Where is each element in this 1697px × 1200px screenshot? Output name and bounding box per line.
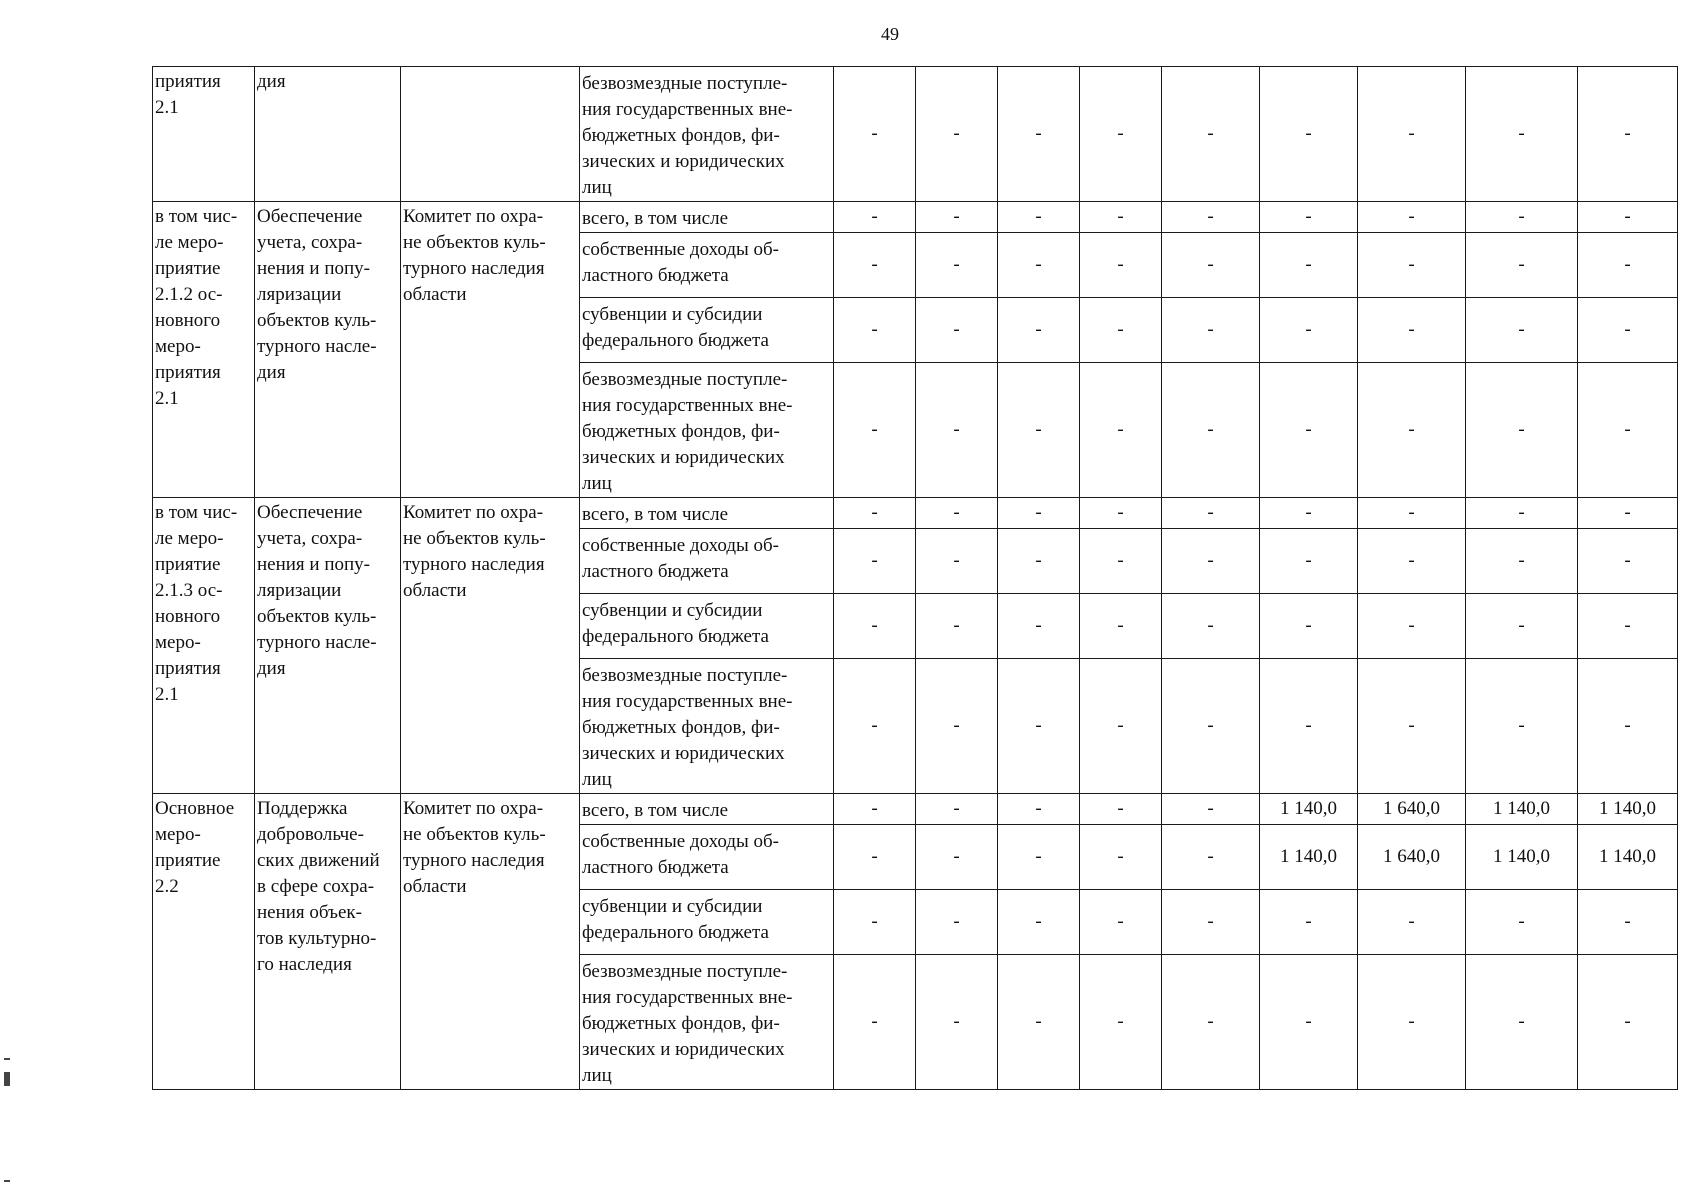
- amount-cell: 1 140,0: [1260, 825, 1358, 890]
- measure-name-text: дия: [257, 71, 286, 92]
- executor-cell: [401, 67, 580, 202]
- funding-source-cell: [580, 890, 834, 955]
- amount-cell: -: [834, 825, 916, 890]
- amount-cell: -: [1162, 202, 1260, 233]
- amount-cell: -: [1578, 890, 1678, 955]
- amount-cell: 1 140,0: [1260, 794, 1358, 825]
- funding-source-cell: [580, 233, 834, 298]
- funding-source-text: безвозмездные поступле- ния государственных вне- бюджетных фондов, фи- зических и юридических лиц: [582, 73, 793, 198]
- amount-cell: -: [834, 594, 916, 659]
- amount-cell: -: [1466, 529, 1578, 594]
- funding-source-text: безвозмездные поступле- ния государственных вне- бюджетных фондов, фи- зических и юридических лиц: [582, 369, 793, 494]
- amount-cell: -: [1358, 659, 1466, 794]
- measure-name-cell: [255, 498, 401, 794]
- funding-source-text: всего, в том числе: [582, 208, 729, 229]
- measure-name-cell: [255, 67, 401, 202]
- margin-mark: [4, 1180, 10, 1182]
- funding-source-cell: [580, 794, 834, 825]
- amount-cell: -: [1162, 955, 1260, 1090]
- amount-cell: -: [1358, 363, 1466, 498]
- amount-cell: -: [1080, 825, 1162, 890]
- amount-cell: -: [1466, 298, 1578, 363]
- amount-cell: -: [1080, 498, 1162, 529]
- amount-cell: -: [1080, 67, 1162, 202]
- table-row: [153, 67, 1678, 202]
- amount-cell: -: [1162, 529, 1260, 594]
- funding-source-text: субвенции и субсидии федерального бюджета: [582, 304, 769, 351]
- amount-cell: -: [1260, 529, 1358, 594]
- amount-cell: -: [916, 594, 998, 659]
- funding-source-text: всего, в том числе: [582, 504, 729, 525]
- measure-id-text: в том чис- ле меро- приятие 2.1.3 ос- новного меро- приятия 2.1: [155, 502, 238, 705]
- funding-source-text: собственные доходы об- ластного бюджета: [582, 239, 780, 286]
- amount-cell: -: [1260, 659, 1358, 794]
- amount-cell: -: [1162, 659, 1260, 794]
- amount-cell: -: [1080, 890, 1162, 955]
- amount-cell: 1 140,0: [1578, 825, 1678, 890]
- amount-cell: -: [1578, 202, 1678, 233]
- amount-cell: -: [1358, 594, 1466, 659]
- measure-id-cell: [153, 794, 255, 1090]
- amount-cell: -: [1080, 955, 1162, 1090]
- amount-cell: -: [834, 298, 916, 363]
- amount-cell: -: [1162, 363, 1260, 498]
- measure-id-cell: [153, 67, 255, 202]
- funding-source-cell: [580, 529, 834, 594]
- executor-text: Комитет по охра- не объектов куль- турного наследия области: [403, 502, 546, 601]
- amount-cell: -: [1162, 67, 1260, 202]
- amount-cell: -: [1260, 202, 1358, 233]
- amount-cell: -: [1162, 594, 1260, 659]
- funding-source-cell: [580, 594, 834, 659]
- amount-cell: -: [1080, 202, 1162, 233]
- amount-cell: -: [998, 233, 1080, 298]
- amount-cell: -: [1080, 363, 1162, 498]
- funding-source-cell: [580, 363, 834, 498]
- amount-cell: -: [998, 498, 1080, 529]
- amount-cell: -: [834, 233, 916, 298]
- amount-cell: -: [916, 794, 998, 825]
- amount-cell: -: [916, 298, 998, 363]
- measure-id-text: приятия 2.1: [155, 71, 221, 118]
- margin-mark: [4, 1058, 10, 1060]
- amount-cell: -: [998, 363, 1080, 498]
- amount-cell: -: [834, 202, 916, 233]
- executor-text: Комитет по охра- не объектов куль- турного наследия области: [403, 798, 546, 897]
- financing-table-body: [153, 67, 1678, 1090]
- amount-cell: -: [916, 955, 998, 1090]
- amount-cell: -: [916, 529, 998, 594]
- measure-id-text: в том чис- ле меро- приятие 2.1.2 ос- новного меро- приятия 2.1: [155, 206, 238, 409]
- measure-id-text: Основное меро- приятие 2.2: [155, 798, 235, 897]
- funding-source-text: безвозмездные поступле- ния государственных вне- бюджетных фондов, фи- зических и юридических лиц: [582, 961, 793, 1086]
- measure-name-text: Обеспечение учета, сохра- нения и попу- ляризации объектов куль- турного насле- дия: [257, 502, 377, 679]
- amount-cell: -: [1162, 825, 1260, 890]
- amount-cell: -: [1260, 594, 1358, 659]
- amount-cell: -: [1358, 67, 1466, 202]
- amount-cell: -: [1260, 233, 1358, 298]
- funding-source-text: безвозмездные поступле- ния государственных вне- бюджетных фондов, фи- зических и юридических лиц: [582, 665, 793, 790]
- funding-source-cell: [580, 825, 834, 890]
- amount-cell: -: [1578, 529, 1678, 594]
- amount-cell: -: [916, 498, 998, 529]
- amount-cell: -: [1260, 67, 1358, 202]
- measure-name-cell: [255, 202, 401, 498]
- amount-cell: 1 140,0: [1466, 794, 1578, 825]
- amount-cell: -: [1080, 594, 1162, 659]
- amount-cell: -: [1260, 363, 1358, 498]
- amount-cell: -: [1578, 659, 1678, 794]
- amount-cell: -: [998, 890, 1080, 955]
- amount-cell: -: [1358, 955, 1466, 1090]
- amount-cell: -: [1466, 955, 1578, 1090]
- amount-cell: -: [1358, 233, 1466, 298]
- funding-source-text: субвенции и субсидии федерального бюджета: [582, 600, 769, 647]
- amount-cell: -: [1080, 298, 1162, 363]
- page-number: 49: [881, 24, 899, 44]
- amount-cell: -: [1260, 890, 1358, 955]
- funding-source-text: всего, в том числе: [582, 800, 729, 821]
- executor-cell: [401, 202, 580, 498]
- amount-cell: -: [1358, 298, 1466, 363]
- amount-cell: 1 140,0: [1578, 794, 1678, 825]
- amount-cell: -: [916, 363, 998, 498]
- amount-cell: -: [1466, 202, 1578, 233]
- amount-cell: -: [998, 529, 1080, 594]
- measure-name-cell: [255, 794, 401, 1090]
- amount-cell: -: [1578, 498, 1678, 529]
- amount-cell: -: [916, 202, 998, 233]
- amount-cell: -: [916, 825, 998, 890]
- amount-cell: -: [998, 659, 1080, 794]
- amount-cell: -: [1162, 298, 1260, 363]
- measure-id-cell: [153, 202, 255, 498]
- amount-cell: -: [1466, 233, 1578, 298]
- amount-cell: -: [1080, 794, 1162, 825]
- amount-cell: -: [1080, 659, 1162, 794]
- funding-source-text: субвенции и субсидии федерального бюджета: [582, 896, 769, 943]
- amount-cell: -: [834, 890, 916, 955]
- funding-source-text: собственные доходы об- ластного бюджета: [582, 535, 780, 582]
- amount-cell: -: [834, 529, 916, 594]
- funding-source-text: собственные доходы об- ластного бюджета: [582, 831, 780, 878]
- amount-cell: -: [1260, 955, 1358, 1090]
- amount-cell: -: [998, 202, 1080, 233]
- amount-cell: -: [1358, 529, 1466, 594]
- amount-cell: -: [916, 67, 998, 202]
- amount-cell: 1 640,0: [1358, 825, 1466, 890]
- amount-cell: -: [1578, 363, 1678, 498]
- funding-source-cell: [580, 67, 834, 202]
- amount-cell: -: [1260, 298, 1358, 363]
- amount-cell: -: [1162, 498, 1260, 529]
- amount-cell: -: [834, 659, 916, 794]
- amount-cell: -: [998, 794, 1080, 825]
- amount-cell: -: [998, 594, 1080, 659]
- amount-cell: -: [916, 659, 998, 794]
- amount-cell: -: [1162, 890, 1260, 955]
- amount-cell: -: [1358, 202, 1466, 233]
- measure-name-text: Обеспечение учета, сохра- нения и попу- ляризации объектов куль- турного насле- дия: [257, 206, 377, 383]
- amount-cell: 1 640,0: [1358, 794, 1466, 825]
- amount-cell: -: [1578, 67, 1678, 202]
- funding-source-cell: [580, 955, 834, 1090]
- amount-cell: -: [1466, 594, 1578, 659]
- amount-cell: -: [1466, 498, 1578, 529]
- amount-cell: -: [834, 498, 916, 529]
- amount-cell: -: [834, 955, 916, 1090]
- amount-cell: -: [1080, 233, 1162, 298]
- amount-cell: -: [1080, 529, 1162, 594]
- executor-cell: [401, 794, 580, 1090]
- funding-source-cell: [580, 498, 834, 529]
- amount-cell: -: [1466, 890, 1578, 955]
- table-row: [153, 202, 1678, 233]
- amount-cell: -: [916, 890, 998, 955]
- funding-source-cell: [580, 298, 834, 363]
- amount-cell: -: [998, 825, 1080, 890]
- amount-cell: -: [916, 233, 998, 298]
- amount-cell: -: [1260, 498, 1358, 529]
- amount-cell: -: [998, 955, 1080, 1090]
- funding-source-cell: [580, 202, 834, 233]
- amount-cell: -: [1466, 659, 1578, 794]
- executor-text: Комитет по охра- не объектов куль- турного наследия области: [403, 206, 546, 305]
- table-row: [153, 498, 1678, 529]
- amount-cell: -: [1578, 594, 1678, 659]
- amount-cell: -: [834, 794, 916, 825]
- amount-cell: -: [834, 67, 916, 202]
- measure-id-cell: [153, 498, 255, 794]
- amount-cell: -: [1162, 233, 1260, 298]
- amount-cell: 1 140,0: [1466, 825, 1578, 890]
- funding-source-cell: [580, 659, 834, 794]
- table-row: [153, 794, 1678, 825]
- amount-cell: -: [1466, 67, 1578, 202]
- measure-name-text: Поддержка добровольче- ских движений в сфере сохра- нения объек- тов культурно- го наследия: [257, 798, 380, 975]
- executor-cell: [401, 498, 580, 794]
- amount-cell: -: [998, 298, 1080, 363]
- financing-table: [152, 66, 1678, 1090]
- margin-mark: [4, 1072, 10, 1086]
- amount-cell: -: [1578, 233, 1678, 298]
- amount-cell: -: [1358, 890, 1466, 955]
- financing-table-sheet: [152, 66, 1677, 1090]
- amount-cell: -: [998, 67, 1080, 202]
- amount-cell: -: [1358, 498, 1466, 529]
- amount-cell: -: [1578, 955, 1678, 1090]
- amount-cell: -: [1578, 298, 1678, 363]
- amount-cell: -: [1162, 794, 1260, 825]
- amount-cell: -: [834, 363, 916, 498]
- amount-cell: -: [1466, 363, 1578, 498]
